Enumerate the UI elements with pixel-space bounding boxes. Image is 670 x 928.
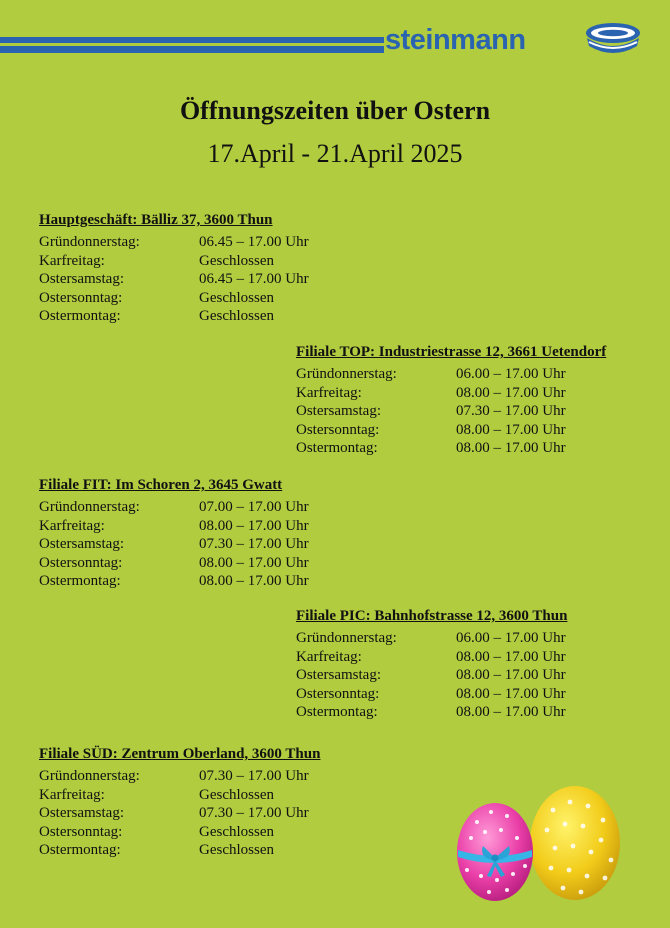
time-value: 07.00 – 17.00 Uhr xyxy=(199,499,309,516)
time-value: Geschlossen xyxy=(199,252,274,269)
header-stripes xyxy=(0,37,384,53)
hours-row xyxy=(39,841,320,859)
day-label: Karfreitag: xyxy=(296,384,362,401)
day-label: Ostersamstag: xyxy=(296,403,381,420)
day-label: Ostersamstag: xyxy=(39,536,124,553)
time-value: Geschlossen xyxy=(199,786,274,803)
steinmann-logo-icon xyxy=(584,20,642,60)
time-value: 08.00 – 17.00 Uhr xyxy=(456,685,566,702)
date-range: 17.April - 21.April 2025 xyxy=(207,139,463,168)
day-label: Ostermontag: xyxy=(39,573,121,590)
hours-row xyxy=(39,572,309,590)
time-value: 08.00 – 17.00 Uhr xyxy=(456,704,566,721)
hours-row xyxy=(39,786,320,804)
hours-row xyxy=(296,648,567,666)
store-title: Filiale SÜD: Zentrum Oberland, 3600 Thun xyxy=(39,746,321,762)
hours-row xyxy=(39,289,309,307)
time-value: Geschlossen xyxy=(199,289,274,306)
day-label: Karfreitag: xyxy=(39,517,105,534)
hours-row xyxy=(39,517,309,535)
day-label: Ostersonntag: xyxy=(39,554,123,571)
time-value: Geschlossen xyxy=(199,308,274,325)
day-label: Gründonnerstag: xyxy=(296,366,397,383)
hours-row xyxy=(39,823,320,841)
hours-row xyxy=(296,439,606,457)
hours-row xyxy=(39,252,309,270)
store-pic xyxy=(296,607,567,721)
easter-eggs-icon xyxy=(455,780,625,902)
time-value: 08.00 – 17.00 Uhr xyxy=(456,667,566,684)
hours-row xyxy=(296,703,567,721)
time-value: 08.00 – 17.00 Uhr xyxy=(199,517,309,534)
hours-row xyxy=(39,804,320,822)
hours-row xyxy=(39,767,320,785)
time-value: 08.00 – 17.00 Uhr xyxy=(456,440,566,457)
hours-row xyxy=(296,365,606,383)
day-label: Karfreitag: xyxy=(39,252,105,269)
store-sued xyxy=(39,745,320,859)
store-hauptgeschaeft xyxy=(39,211,309,325)
hours-row xyxy=(296,666,567,684)
time-value: 06.45 – 17.00 Uhr xyxy=(199,234,309,251)
time-value: 08.00 – 17.00 Uhr xyxy=(456,421,566,438)
brand-name: steinmann xyxy=(385,24,526,56)
hours-row xyxy=(296,384,606,402)
time-value: Geschlossen xyxy=(199,823,274,840)
page-title: Öffnungszeiten über Ostern xyxy=(179,96,491,125)
day-label: Ostersonntag: xyxy=(39,823,123,840)
day-label: Gründonnerstag: xyxy=(296,630,397,647)
time-value: 08.00 – 17.00 Uhr xyxy=(456,384,566,401)
time-value: 07.30 – 17.00 Uhr xyxy=(199,805,309,822)
time-value: 06.45 – 17.00 Uhr xyxy=(199,271,309,288)
hours-row xyxy=(296,402,606,420)
day-label: Karfreitag: xyxy=(39,786,105,803)
hours-row xyxy=(39,498,309,516)
day-label: Ostersamstag: xyxy=(39,805,124,822)
day-label: Ostermontag: xyxy=(39,842,121,859)
time-value: 07.30 – 17.00 Uhr xyxy=(199,536,309,553)
store-title: Filiale TOP: Industriestrasse 12, 3661 Uetendorf xyxy=(296,344,607,360)
store-title: Hauptgeschäft: Bälliz 37, 3600 Thun xyxy=(39,212,273,228)
time-value: 06.00 – 17.00 Uhr xyxy=(456,630,566,647)
day-label: Ostermontag: xyxy=(296,704,378,721)
day-label: Ostersonntag: xyxy=(39,289,123,306)
day-label: Ostersonntag: xyxy=(296,421,380,438)
time-value: Geschlossen xyxy=(199,842,274,859)
day-label: Gründonnerstag: xyxy=(39,768,140,785)
time-value: 07.30 – 17.00 Uhr xyxy=(199,768,309,785)
time-value: 08.00 – 17.00 Uhr xyxy=(456,648,566,665)
day-label: Ostersamstag: xyxy=(296,667,381,684)
hours-row xyxy=(39,307,309,325)
store-fit xyxy=(39,476,309,590)
hours-row xyxy=(296,421,606,439)
day-label: Ostersamstag: xyxy=(39,271,124,288)
hours-row xyxy=(39,554,309,572)
store-top xyxy=(296,343,606,457)
time-value: 08.00 – 17.00 Uhr xyxy=(199,573,309,590)
store-title: Filiale FIT: Im Schoren 2, 3645 Gwatt xyxy=(39,477,283,493)
day-label: Gründonnerstag: xyxy=(39,234,140,251)
hours-row xyxy=(39,233,309,251)
time-value: 06.00 – 17.00 Uhr xyxy=(456,366,566,383)
time-value: 08.00 – 17.00 Uhr xyxy=(199,554,309,571)
store-title: Filiale PIC: Bahnhofstrasse 12, 3600 Thun xyxy=(296,608,568,624)
hours-row xyxy=(296,629,567,647)
day-label: Ostermontag: xyxy=(39,308,121,325)
hours-row xyxy=(296,685,567,703)
hours-row xyxy=(39,270,309,288)
day-label: Karfreitag: xyxy=(296,648,362,665)
time-value: 07.30 – 17.00 Uhr xyxy=(456,403,566,420)
day-label: Ostersonntag: xyxy=(296,685,380,702)
day-label: Ostermontag: xyxy=(296,440,378,457)
hours-row xyxy=(39,535,309,553)
day-label: Gründonnerstag: xyxy=(39,499,140,516)
